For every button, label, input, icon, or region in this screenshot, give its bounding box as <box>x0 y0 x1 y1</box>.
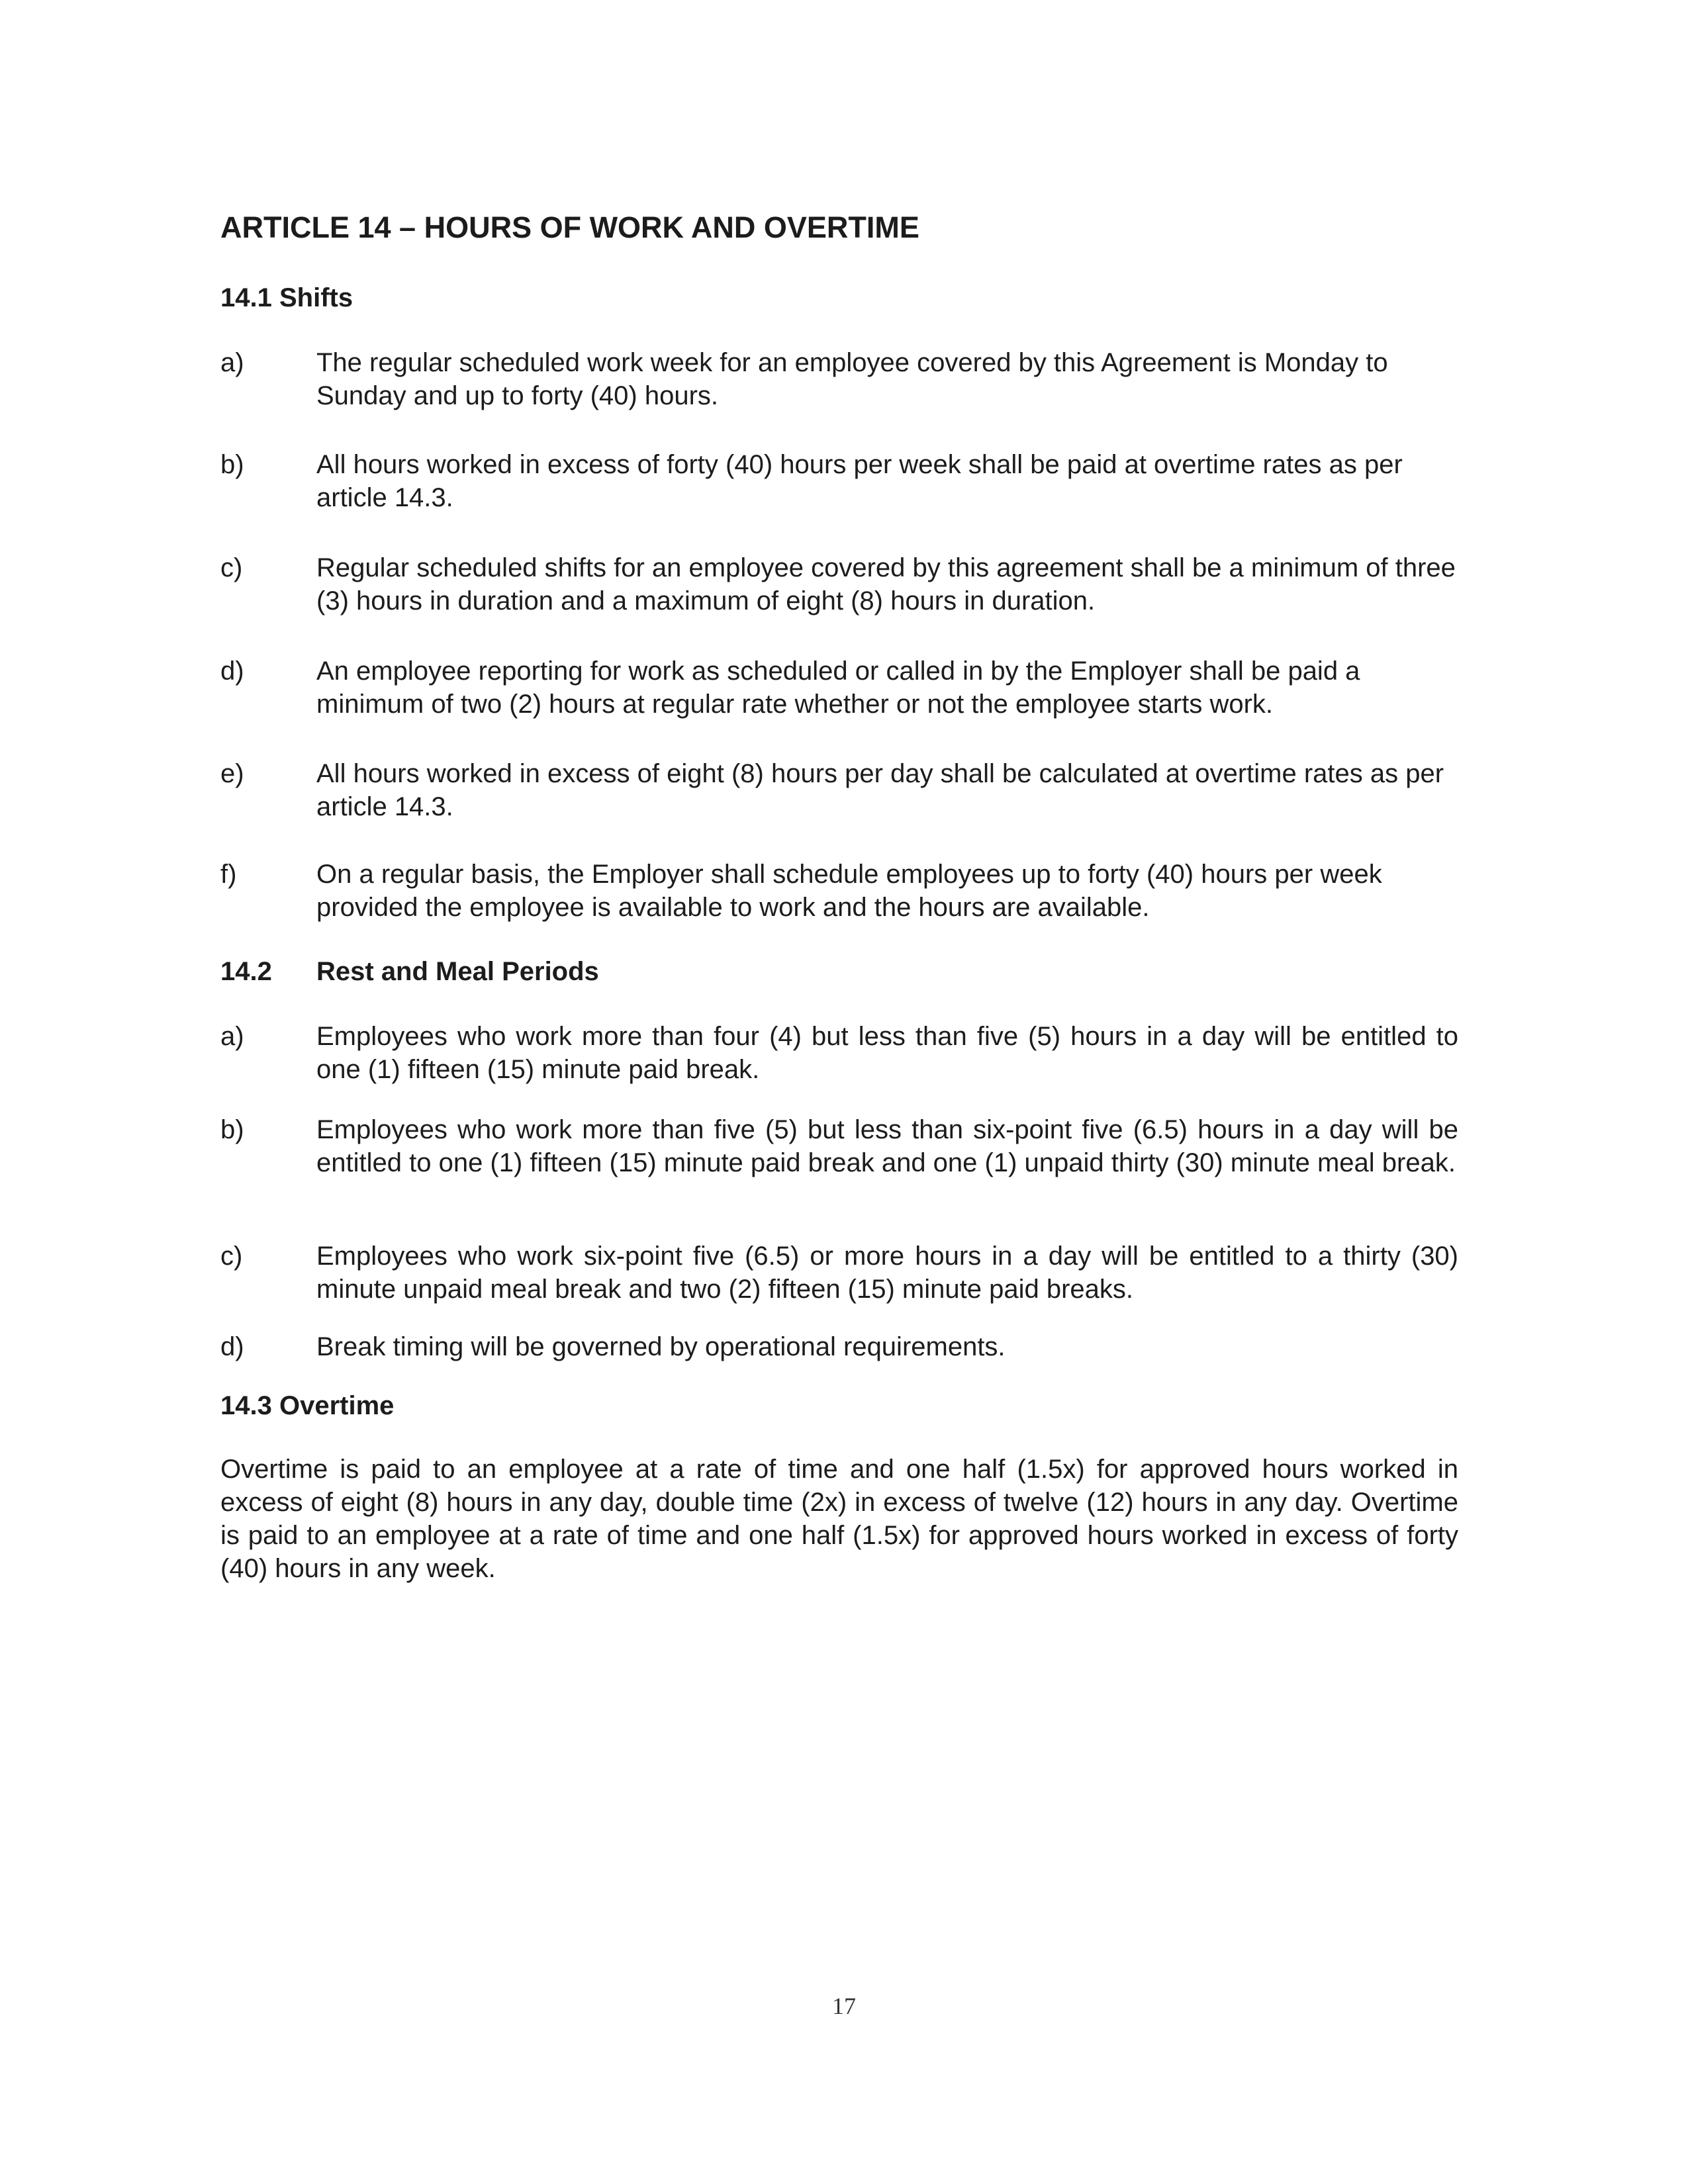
item-text: Employees who work more than five (5) but less than six-point five (6.5) hours in a day will be entitled to one (1) fifteen (15) minute paid break and one (1) unpaid thirty (30) minute meal break. <box>316 1115 1458 1177</box>
section-number: 14.2 <box>220 957 272 986</box>
item-text: Employees who work six-point five (6.5) or more hours in a day will be entitled to a thirty (30) minute unpaid meal break and two (2) fifteen (15) minute paid breaks. <box>316 1242 1458 1304</box>
item-letter: c) <box>220 553 243 582</box>
section-title: Rest and Meal Periods <box>316 957 599 986</box>
item-text: All hours worked in excess of forty (40) hours per week shall be paid at overtime rates as per article 14.3. <box>316 450 1403 512</box>
item-letter: b) <box>220 450 244 479</box>
item-text: All hours worked in excess of eight (8) hours per day shall be calculated at overtime rates as per article 14.3. <box>316 759 1444 821</box>
item-letter: e) <box>220 759 244 788</box>
item-letter: a) <box>220 348 244 377</box>
item-letter: c) <box>220 1242 243 1271</box>
item-letter: f) <box>220 860 237 889</box>
page-number: 17 <box>832 1993 856 2019</box>
item-text: An employee reporting for work as scheduled or called in by the Employer shall be paid a minimum of two (2) hours at regular rate whether or not the employee starts work. <box>316 657 1360 719</box>
article-title: ARTICLE 14 – HOURS OF WORK AND OVERTIME <box>220 210 919 244</box>
item-text: Employees who work more than four (4) but less than five (5) hours in a day will be entitled to one (1) fifteen (15) minute paid break. <box>316 1022 1458 1084</box>
overtime-paragraph: Overtime is paid to an employee at a rate of time and one half (1.5x) for approved hours worked in excess of eight (8) hours in any day, double time (2x) in excess of twelve (12) hours in any day. Overtime is paid to an employee at a rate of time and one half (1.5x) for approved hours worked in excess of forty (40) hours in any week. <box>220 1455 1458 1583</box>
item-letter: d) <box>220 1332 244 1361</box>
item-text: Regular scheduled shifts for an employee covered by this agreement shall be a minimum of three (3) hours in duration and a maximum of eight (8) hours in duration. <box>316 553 1456 615</box>
section-heading-14-2 <box>220 957 599 987</box>
section-heading-14-1: 14.1 Shifts <box>220 283 353 312</box>
item-letter: d) <box>220 657 244 686</box>
item-text: Break timing will be governed by operational requirements. <box>316 1332 1006 1361</box>
item-letter: a) <box>220 1022 244 1051</box>
item-text: The regular scheduled work week for an employee covered by this Agreement is Monday to Sunday and up to forty (40) hours. <box>316 348 1388 410</box>
section-heading-14-3: 14.3 Overtime <box>220 1391 395 1420</box>
item-text: On a regular basis, the Employer shall schedule employees up to forty (40) hours per week provided the employee is available to work and the hours are available. <box>316 860 1382 922</box>
item-letter: b) <box>220 1115 244 1144</box>
